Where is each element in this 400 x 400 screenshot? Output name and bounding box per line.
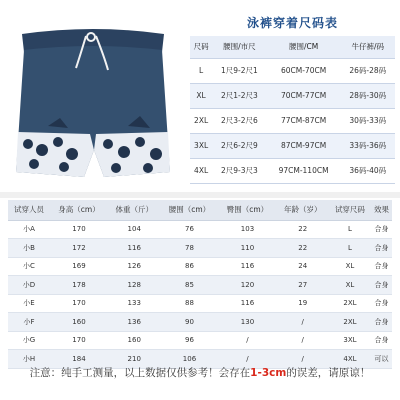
trial-cell: 170 xyxy=(50,331,108,350)
measurement-note xyxy=(0,360,400,386)
trial-cell: 160 xyxy=(108,331,160,350)
trial-cell: 小G xyxy=(8,331,50,350)
trial-cell: 110 xyxy=(218,239,276,258)
trial-header-cell: 试穿人员 xyxy=(8,200,50,220)
trial-cell: 3XL xyxy=(329,331,371,350)
trial-cell: 78 xyxy=(160,239,218,258)
trial-cell: 170 xyxy=(50,220,108,239)
trial-header-cell: 腰围（cm） xyxy=(160,200,218,220)
size-cell: 60CM-70CM xyxy=(267,58,341,83)
trial-cell: XL xyxy=(329,276,371,295)
trial-cell: 19 xyxy=(276,294,328,313)
size-cell: L xyxy=(190,58,212,83)
trial-cell: 2XL xyxy=(329,313,371,332)
trial-header-cell: 效果 xyxy=(371,200,392,220)
table-row xyxy=(8,239,392,258)
trial-cell: 170 xyxy=(50,294,108,313)
trial-cell: 合身 xyxy=(371,220,392,239)
size-table-header-row xyxy=(190,36,395,58)
size-cell: 2XL xyxy=(190,108,212,133)
size-cell: 2尺1-2尺3 xyxy=(212,83,266,108)
table-row xyxy=(190,108,395,133)
trial-cell: 合身 xyxy=(371,276,392,295)
trial-cell: 合身 xyxy=(371,294,392,313)
trial-cell: 小C xyxy=(8,257,50,276)
trial-cell: 169 xyxy=(50,257,108,276)
trial-cell: 4XL xyxy=(329,350,371,369)
table-row xyxy=(8,331,392,350)
trial-cell: 小E xyxy=(8,294,50,313)
trial-cell: 小A xyxy=(8,220,50,239)
table-row xyxy=(190,158,395,183)
swim-trunks-image xyxy=(8,22,178,187)
trial-cell: 小B xyxy=(8,239,50,258)
size-cell: 1尺9-2尺1 xyxy=(212,58,266,83)
trial-cell: / xyxy=(218,331,276,350)
trial-cell: 116 xyxy=(108,239,160,258)
trial-cell: XL xyxy=(329,257,371,276)
trial-cell: 27 xyxy=(276,276,328,295)
note-suffix: 的误差，请原谅！ xyxy=(286,367,371,379)
trial-cell: 96 xyxy=(160,331,218,350)
trial-cell: 103 xyxy=(218,220,276,239)
trial-cell: 小F xyxy=(8,313,50,332)
size-cell: 97CM-110CM xyxy=(267,158,341,183)
table-row xyxy=(8,294,392,313)
trial-cell: 130 xyxy=(218,313,276,332)
trial-cell: 116 xyxy=(218,294,276,313)
table-row xyxy=(190,58,395,83)
trial-cell: L xyxy=(329,220,371,239)
trial-cell: / xyxy=(276,331,328,350)
trial-cell: 合身 xyxy=(371,239,392,258)
trial-cell: 85 xyxy=(160,276,218,295)
trial-cell: 178 xyxy=(50,276,108,295)
size-cell: 2尺6-2尺9 xyxy=(212,133,266,158)
trial-cell: L xyxy=(329,239,371,258)
trial-cell: 86 xyxy=(160,257,218,276)
trial-header-cell: 身高（cm） xyxy=(50,200,108,220)
trial-cell: 小D xyxy=(8,276,50,295)
trial-header-cell: 年龄（岁） xyxy=(276,200,328,220)
trial-cell: 210 xyxy=(108,350,160,369)
size-chart-title: 泳裤穿着尺码表 xyxy=(246,16,338,30)
trial-cell: 172 xyxy=(50,239,108,258)
size-cell: 70CM-77CM xyxy=(267,83,341,108)
trial-cell: 88 xyxy=(160,294,218,313)
size-header-cell: 腰围/市尺 xyxy=(212,36,266,58)
note-prefix: 注意：纯手工测量，以上数据仅供参考！会存在 xyxy=(29,367,251,379)
trial-cell: 合身 xyxy=(371,257,392,276)
trial-cell: 90 xyxy=(160,313,218,332)
size-cell: 30码-33码 xyxy=(341,108,395,133)
trial-cell: 104 xyxy=(108,220,160,239)
trial-header-cell: 试穿尺码 xyxy=(329,200,371,220)
trial-cell: 22 xyxy=(276,220,328,239)
trial-cell: 136 xyxy=(108,313,160,332)
size-chart-table xyxy=(190,36,395,184)
table-row xyxy=(8,220,392,239)
trial-header-cell: 臀围（cm） xyxy=(218,200,276,220)
table-row xyxy=(8,313,392,332)
trial-cell: 合身 xyxy=(371,313,392,332)
size-cell: 28码-30码 xyxy=(341,83,395,108)
size-cell: 2尺9-3尺3 xyxy=(212,158,266,183)
trial-cell: 160 xyxy=(50,313,108,332)
trial-cell: 133 xyxy=(108,294,160,313)
trial-header-cell: 体重（斤） xyxy=(108,200,160,220)
section-divider xyxy=(0,192,400,198)
trial-cell: 2XL xyxy=(329,294,371,313)
trial-table-header-row xyxy=(8,200,392,220)
size-cell: 87CM-97CM xyxy=(267,133,341,158)
trial-table-body xyxy=(8,220,392,368)
trial-cell: 106 xyxy=(160,350,218,369)
trial-cell: / xyxy=(218,350,276,369)
trial-cell: 24 xyxy=(276,257,328,276)
top-section xyxy=(0,0,400,190)
trial-cell: 小H xyxy=(8,350,50,369)
trial-cell: 126 xyxy=(108,257,160,276)
fitting-trial-table xyxy=(8,200,392,369)
size-cell: 4XL xyxy=(190,158,212,183)
size-cell: 36码-40码 xyxy=(341,158,395,183)
size-cell: XL xyxy=(190,83,212,108)
trial-cell: 22 xyxy=(276,239,328,258)
trial-cell: / xyxy=(276,350,328,369)
trial-cell: 76 xyxy=(160,220,218,239)
trial-cell: 184 xyxy=(50,350,108,369)
size-header-cell: 牛仔裤/码 xyxy=(341,36,395,58)
size-cell: 26码-28码 xyxy=(341,58,395,83)
trial-cell: 120 xyxy=(218,276,276,295)
size-header-cell: 尺码 xyxy=(190,36,212,58)
size-cell: 3XL xyxy=(190,133,212,158)
size-cell: 33码-36码 xyxy=(341,133,395,158)
size-header-cell: 腰围/CM xyxy=(267,36,341,58)
size-cell: 2尺3-2尺6 xyxy=(212,108,266,133)
table-row xyxy=(8,257,392,276)
trial-cell: / xyxy=(276,313,328,332)
trial-cell: 合身 xyxy=(371,331,392,350)
table-row xyxy=(190,83,395,108)
trial-cell: 116 xyxy=(218,257,276,276)
table-row xyxy=(8,276,392,295)
trial-cell: 可以 xyxy=(371,350,392,369)
size-cell: 77CM-87CM xyxy=(267,108,341,133)
table-row xyxy=(190,133,395,158)
note-highlight: 1-3cm xyxy=(250,367,287,379)
trial-cell: 128 xyxy=(108,276,160,295)
